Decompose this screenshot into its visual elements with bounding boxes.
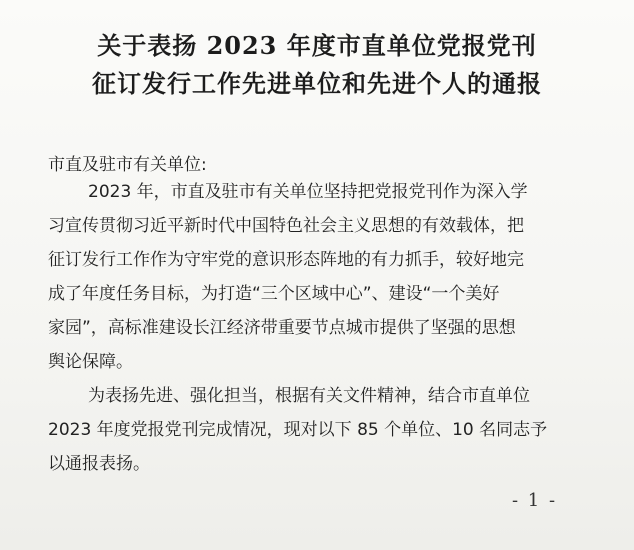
paragraph-1-line: 舆论保障。 [48, 352, 133, 372]
page-number: - 1 - [512, 490, 558, 511]
paragraph-2 [48, 379, 578, 481]
paragraph-1-line: 2023 年，市直及驻市有关单位坚持把党报党刊作为深入学 [88, 182, 528, 202]
paragraph-1-line: 征订发行工作作为守牢党的意识形态阵地的有力抓手，较好地完 [48, 250, 524, 270]
document-title-line-2: 征订发行工作先进单位和先进个人的通报 [92, 69, 542, 98]
salutation: 市直及驻市有关单位: [48, 155, 207, 175]
paragraph-1-line: 成了年度任务目标，为打造“三个区域中心”、建设“一个美好 [48, 284, 500, 304]
paragraph-1-line: 家园”，高标准建设长江经济带重要节点城市提供了坚强的思想 [48, 318, 516, 338]
paragraph-2-line: 以通报表扬。 [48, 454, 150, 474]
paragraph-2-line: 2023 年度党报党刊完成情况，现对以下 85 个单位、10 名同志予 [48, 420, 548, 440]
paragraph-2-line: 为表扬先进、强化担当，根据有关文件精神，结合市直单位 [88, 386, 530, 406]
paragraph-1-line: 习宣传贯彻习近平新时代中国特色社会主义思想的有效载体，把 [48, 216, 524, 236]
paragraph-1 [48, 175, 578, 379]
document-title-line-1: 关于表扬 2023 年度市直单位党报党刊 [97, 31, 537, 60]
